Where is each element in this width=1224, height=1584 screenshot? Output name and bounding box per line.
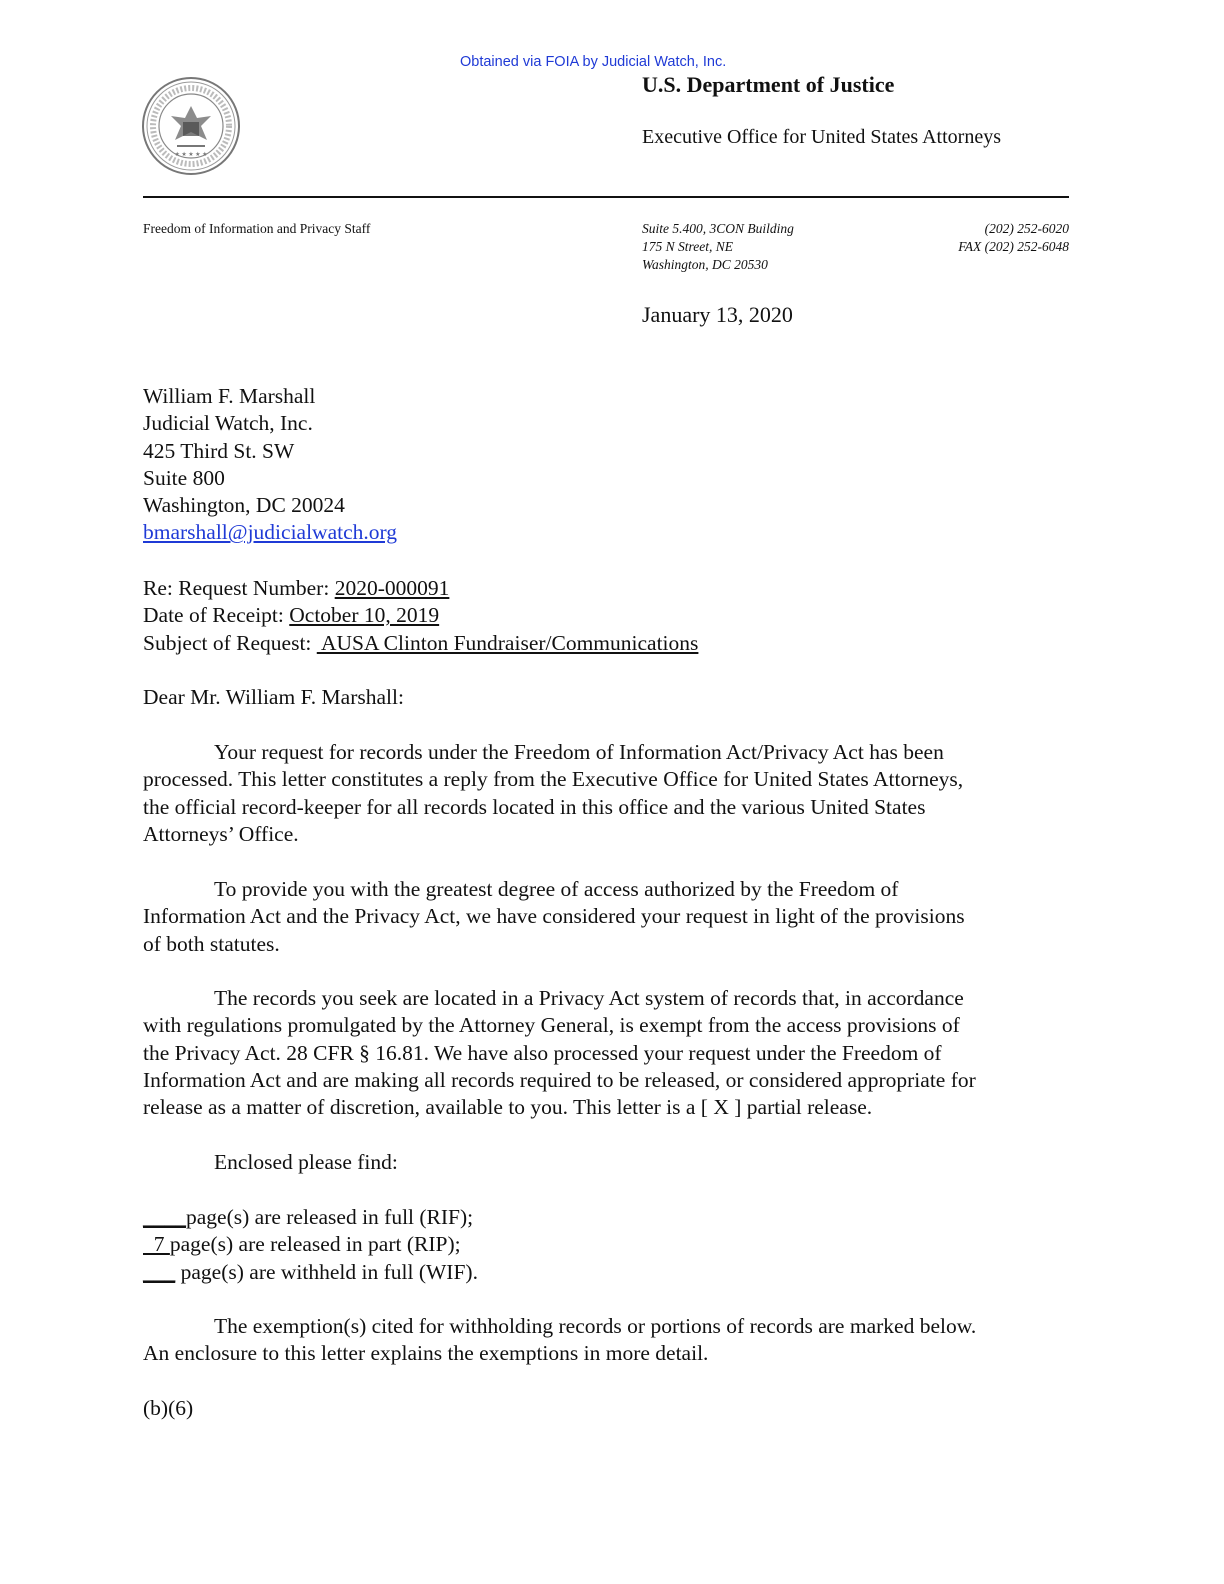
rip-count: 7 [143, 1232, 170, 1257]
paragraph-line: Enclosed please find: [214, 1150, 398, 1174]
paragraph-access [143, 876, 1073, 958]
paragraph-line: The exemption(s) cited for withholding records or portions of records are marked below. [214, 1314, 977, 1338]
request-number-line [143, 575, 698, 602]
receipt-date: October 10, 2019 [289, 603, 440, 628]
letter-date: January 13, 2020 [642, 302, 793, 327]
paragraph-line: Your request for records under the Freedom of Information Act/Privacy Act has been [214, 740, 944, 764]
paragraph-line: Attorneys’ Office. [143, 821, 299, 846]
paragraph-exemptions [143, 1313, 1073, 1368]
recipient-suite: Suite 800 [143, 465, 225, 490]
foia-banner: Obtained via FOIA by Judicial Watch, Inc. [460, 54, 727, 70]
paragraph-line: with regulations promulgated by the Attorney General, is exempt from the access provisions of [143, 1013, 960, 1038]
fax-number: FAX (202) 252-6048 [958, 239, 1069, 254]
request-subject: AUSA Clinton Fundraiser/Communications [316, 630, 699, 655]
paragraph-line: To provide you with the greatest degree of access authorized by the Freedom of [214, 877, 899, 901]
recipient-email-link[interactable]: bmarshall@judicialwatch.org [143, 520, 398, 545]
wif-count-blank: ___ [143, 1259, 176, 1284]
subject-line [143, 630, 698, 657]
request-number-label: Re: Request Number: [143, 576, 335, 600]
department-title: U.S. Department of Justice [642, 72, 895, 97]
paragraph-line: release as a matter of discretion, available to you. This letter is a [ X ] partial release. [143, 1095, 873, 1120]
paragraph-reply [143, 739, 1073, 848]
receipt-date-line [143, 602, 698, 629]
request-number: 2020-000091 [334, 576, 450, 600]
office-name: Executive Office for United States Attorneys [642, 126, 1001, 148]
phone-number: (202) 252-6020 [984, 221, 1069, 236]
rif-text: page(s) are released in full (RIF); [186, 1205, 474, 1229]
recipient-address [143, 383, 397, 547]
address-line: 175 N Street, NE [642, 239, 733, 254]
receipt-date-label: Date of Receipt: [143, 603, 290, 628]
paragraph-line: Information Act and are making all records required to be released, or considered appropriate for [143, 1067, 976, 1092]
paragraph-line: The records you seek are located in a Privacy Act system of records that, in accordance [214, 986, 964, 1010]
reference-block [143, 575, 698, 657]
paragraph-enclosed [143, 1149, 1073, 1176]
rip-text: page(s) are released in part (RIP); [169, 1232, 461, 1257]
wif-text: page(s) are withheld in full (WIF). [175, 1259, 478, 1284]
enclosure-list [143, 1204, 478, 1286]
paragraph-privacy-act [143, 985, 1073, 1121]
staff-name: Freedom of Information and Privacy Staff [143, 221, 371, 236]
recipient-org: Judicial Watch, Inc. [143, 411, 313, 436]
letterhead-divider [143, 196, 1069, 198]
exemption-code: (b)(6) [143, 1396, 194, 1420]
enclosure-wif [143, 1259, 478, 1286]
recipient-name: William F. Marshall [143, 384, 316, 408]
paragraph-line: An enclosure to this letter explains the exemptions in more detail. [143, 1341, 709, 1366]
paragraph-line: the official record-keeper for all records located in this office and the various United States [143, 794, 926, 819]
address-line: Washington, DC 20530 [642, 257, 768, 272]
recipient-street: 425 Third St. SW [143, 438, 295, 463]
enclosure-rip [143, 1231, 478, 1258]
subject-label: Subject of Request: [143, 630, 317, 655]
paragraph-line: processed. This letter constitutes a reply from the Executive Office for United States Attorneys, [143, 767, 964, 792]
paragraph-line: of both statutes. [143, 931, 280, 956]
salutation: Dear Mr. William F. Marshall: [143, 685, 404, 709]
enclosure-rif [143, 1204, 478, 1231]
office-phones [958, 220, 1069, 256]
office-address [642, 220, 794, 274]
rif-count-blank: ____ [143, 1205, 186, 1229]
doj-seal-icon [141, 76, 241, 176]
svg-text:★ ★ ★ ★ ★: ★ ★ ★ ★ ★ [174, 152, 208, 158]
address-line: Suite 5.400, 3CON Building [642, 221, 794, 236]
paragraph-line: Information Act and the Privacy Act, we have considered your request in light of the provisions [143, 904, 965, 929]
paragraph-line: the Privacy Act. 28 CFR § 16.81. We have also processed your request under the Freedom of [143, 1040, 942, 1065]
recipient-city: Washington, DC 20024 [143, 493, 345, 518]
